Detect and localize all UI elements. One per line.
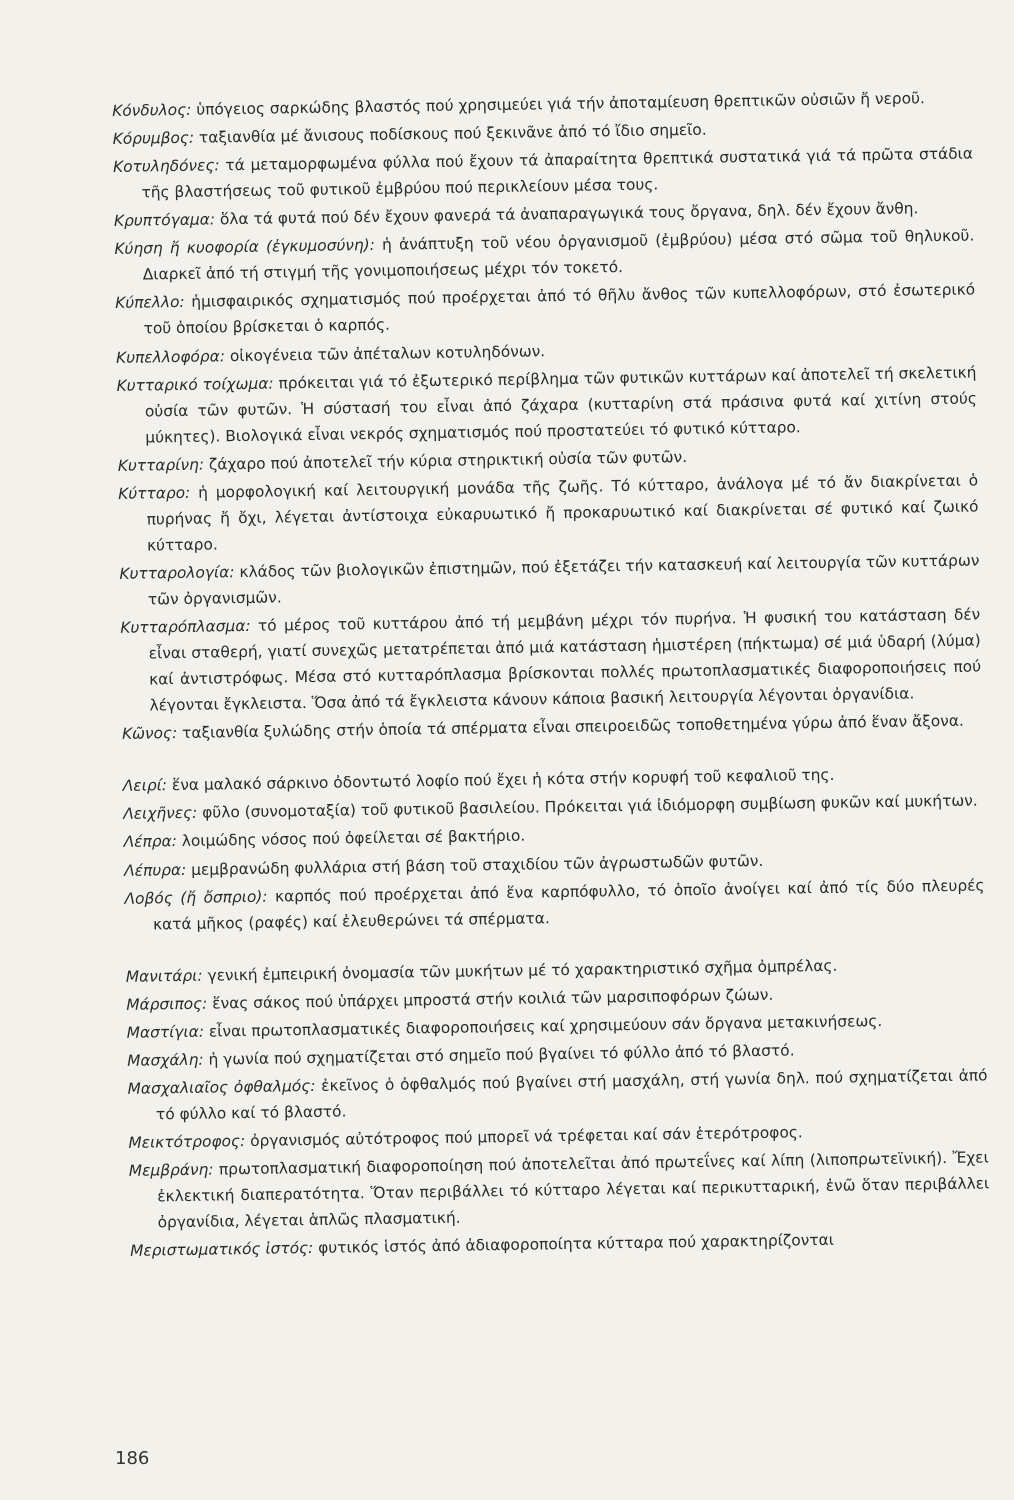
entry-definition: ταξιανθία ξυλώδης στήν ὁποία τά σπέρματα εἶναι σπειροειδῶς τοποθετημένα γύρω ἀπό ἕναν ἄξονα. bbox=[181, 711, 964, 743]
entry-definition: μεμβρανώδη φυλλάρια στή βάση τοῦ σταχιδίου τῶν ἀγρωστωδῶν φυτῶν. bbox=[191, 851, 764, 879]
glossary-section-m bbox=[126, 950, 991, 1264]
entry-definition: φῦλο (συνομοταξία) τοῦ φυτικοῦ βασιλείου. Πρόκειται γιά ἰδιόμορφη συμβίωση φυκῶν καί μυκήτων. bbox=[202, 791, 978, 822]
entry-definition: ὅλα τά φυτά πού δέν ἔχουν φανερά τά ἀναπαραγωγικά τους ὄργανα, δηλ. δέν ἔχουν ἄνθη. bbox=[219, 199, 919, 229]
entry-term: Λειχῆνες: bbox=[123, 804, 198, 824]
glossary-entry bbox=[120, 601, 982, 718]
entry-definition: ἐκεῖνος ὁ ὀφθαλμός πού βγαίνει στή μασχάλη, στή γωνία δηλ. πού σχηματίζεται ἀπό τό φύλλο καί τό βλαστό. bbox=[155, 1066, 988, 1124]
glossary-page bbox=[112, 84, 990, 1266]
entry-definition: καρπός πού προέρχεται ἀπό ἕνα καρπόφυλλο, τό ὁποῖο ἀνοίγει καί ἀπό τίς δύο πλευρές κατά μῆκος (ραφές) καί ἐλευθερώνει τά σπέρματα. bbox=[152, 875, 985, 934]
entry-term: Μαστίγια: bbox=[126, 1022, 205, 1042]
entry-term: Λοβός (ἤ ὄσπριο): bbox=[124, 887, 268, 908]
entry-definition: τά μεταμορφωμένα φύλλα πού ἔχουν τά ἀπαραίτητα θρεπτικά συστατικά γιά τά πρῶτα στάδια τῆς βλαστήσεως τοῦ φυτικοῦ ἐμβρύου πού περικλείουν μέσα τους. bbox=[141, 144, 974, 202]
entry-term: Μασχαλιαῖος ὀφθαλμός: bbox=[127, 1076, 316, 1098]
entry-term: Μεμβράνη: bbox=[128, 1160, 214, 1181]
entry-term: Μασχάλη: bbox=[126, 1050, 204, 1070]
entry-term: Κυτταρόπλασμα: bbox=[120, 616, 251, 637]
entry-term: Κυτταρικό τοίχωμα: bbox=[116, 374, 274, 395]
entry-definition: πρωτοπλασματική διαφοροποίηση πού ἀποτελεῖται ἀπό πρωτεΐνες καί λίπη (λιποπρωτεϊνική). Ἔχει ἐκλεκτική διαπερατότητα. Ὅταν περιβάλλει τό κύτταρο λέγεται καί περικυτταρική, ἐνῶ ὅταν περιβάλλει ὀργανίδια, λέγεται ἁπλῶς πλασματική. bbox=[157, 1148, 990, 1232]
entry-term: Κρυπτόγαμα: bbox=[113, 210, 216, 231]
entry-term: Κύπελλο: bbox=[115, 293, 185, 313]
entry-term: Μανιτάρι: bbox=[125, 966, 203, 986]
entry-term: Κόρυμβος: bbox=[112, 128, 195, 149]
glossary-entry bbox=[116, 359, 977, 450]
entry-definition: γενική ἐμπειρική ὀνομασία τῶν μυκήτων μέ τό χαρακτηριστικό σχῆμα ὀμπρέλας. bbox=[207, 956, 838, 985]
entry-definition: ἕνας σάκος πού ὑπάρχει μπροστά στήν κοιλιά τῶν μαρσιποφόρων ζώων. bbox=[212, 985, 774, 1013]
entry-definition: κλάδος τῶν βιολογικῶν ἐπιστημῶν, πού ἐξετάζει τήν κατασκευή καί λειτουργία τῶν κυττάρων τῶν ὀργανισμῶν. bbox=[147, 551, 980, 609]
entry-definition: πρόκειται γιά τό ἐξωτερικό περίβλημα τῶν φυτικῶν κυττάρων καί ἀποτελεῖ τή σκελετική οὐσία τῶν φυτῶν. Ἡ σύστασή του εἶναι ἀπό ζάχαρα (κυτταρίνη στά πράσινα φυτά καί χιτίνη στούς μύκητες). Βιολογικά εἶναι νεκρός σχηματισμός πού προστατεύει τό φυτικό κύτταρο. bbox=[144, 363, 977, 447]
glossary-entry bbox=[129, 1145, 990, 1236]
entry-definition: τό μέρος τοῦ κυττάρου ἀπό τή μεμβάνη μέχρι τόν πυρήνα. Ἡ φυσική του κατάσταση δέν εἶναι σταθερή, γιατί συνεχῶς μετατρέπεται ἀπό μιά κατάσταση ἡμιστέρεη (πήκτωμα) σέ μιά ὑδαρή (λύμα) καί ἀντιστρόφως. Μέσα στό κυτταρόπλασμα βρίσκονται πολλές πρωτοπλασματικές διαφοροποιήσεις πού λέγονται ἔγκλειστα. Ὅσα ἀπό τά ἔγκλειστα κάνουν κάποια βασική λειτουργία λέγονται ὀργανίδια. bbox=[148, 605, 982, 715]
entry-definition: ζάχαρο πού ἀποτελεῖ τήν κύρια στηρικτική οὐσία τῶν φυτῶν. bbox=[208, 447, 688, 474]
entry-definition: οἰκογένεια τῶν ἀπέταλων κοτυληδόνων. bbox=[229, 341, 546, 365]
entry-definition: ὑπόγειος σαρκώδης βλαστός πού χρησιμεύει γιά τήν ἀποταμίευση θρεπτικῶν οὐσιῶν ἤ νεροῦ. bbox=[196, 89, 925, 119]
entry-definition: λοιμώδης νόσος πού ὀφείλεται σέ βακτήριο. bbox=[181, 827, 526, 851]
entry-definition: ἕνα μαλακό σάρκινο ὀδοντωτό λοφίο πού ἔχει ἡ κότα στήν κορυφή τοῦ κεφαλιοῦ της. bbox=[171, 765, 835, 795]
glossary-section-l bbox=[123, 760, 985, 938]
glossary-entry bbox=[118, 467, 979, 558]
entry-definition: ὀργανισμός αὐτότροφος πού μπορεῖ νά τρέφεται καί σάν ἑτερότροφος. bbox=[249, 1123, 803, 1151]
entry-term: Λέπυρα: bbox=[123, 860, 187, 880]
entry-term: Κοτυληδόνες: bbox=[112, 156, 220, 177]
entry-definition: εἶναι πρωτοπλασματικές διαφοροποιήσεις καί χρησιμεύουν σάν ὄργανα μετακινήσεως. bbox=[208, 1011, 883, 1041]
entry-definition: ἡμισφαιρικός σχηματισμός πού προέρχεται ἀπό τό θῆλυ ἄνθος τῶν κυπελλοφόρων, στό ἐσωτερικό τοῦ ὁποίου βρίσκεται ὁ καρπός. bbox=[143, 280, 976, 338]
entry-term: Κῶνος: bbox=[121, 724, 178, 744]
entry-definition: ἡ ἀνάπτυξη τοῦ νέου ὀργανισμοῦ (ἐμβρύου) μέσα στό σῶμα τοῦ θηλυκοῦ. Διαρκεῖ ἀπό τή στιγμή τῆς γονιμοποιήσεως μέχρι τόν τοκετό. bbox=[142, 226, 975, 284]
entry-term: Μεικτότροφος: bbox=[128, 1132, 246, 1153]
entry-term: Κόνδυλος: bbox=[112, 100, 192, 120]
entry-term: Κυτταρολογία: bbox=[119, 563, 235, 583]
entry-term: Κυτταρίνη: bbox=[117, 455, 205, 475]
entry-definition: ταξιανθία μέ ἄνισους ποδίσκους πού ξεκινᾶνε ἀπό τό ἴδιο σημεῖο. bbox=[198, 120, 707, 147]
page-number: 186 bbox=[115, 1448, 150, 1469]
entry-definition: φυτικός ἱστός ἀπό ἀδιαφοροποίητα κύτταρα πού χαρακτηρίζονται bbox=[318, 1231, 835, 1258]
entry-term: Μάρσιπος: bbox=[126, 994, 208, 1014]
entry-definition: ἡ γωνία πού σχηματίζεται στό σημεῖο πού βγαίνει τό φύλλο ἀπό τό βλαστό. bbox=[208, 1041, 795, 1069]
glossary-section-k bbox=[112, 84, 982, 747]
entry-definition: ἡ μορφολογική καί λειτουργική μονάδα τῆς ζωῆς. Τό κύτταρο, ἀνάλογα μέ τό ἄν διακρίνεται ὁ πυρήνας ἤ ὄχι, λέγεται ἀντίστοιχα εὐκαρυωτικό ἤ προκαρυωτικό καί διακρίνεται σέ φυτικό καί ζωικό κύτταρο. bbox=[146, 471, 979, 555]
entry-term: Μεριστωματικός ἱστός: bbox=[129, 1239, 314, 1261]
entry-term: Κύτταρο: bbox=[118, 483, 191, 503]
entry-term: Λέπρα: bbox=[123, 832, 178, 852]
entry-term: Κύηση ἤ κυοφορία (ἐγκυμοσύνη): bbox=[114, 236, 375, 259]
entry-term: Κυπελλοφόρα: bbox=[115, 346, 226, 367]
entry-term: Λειρί: bbox=[122, 776, 168, 796]
